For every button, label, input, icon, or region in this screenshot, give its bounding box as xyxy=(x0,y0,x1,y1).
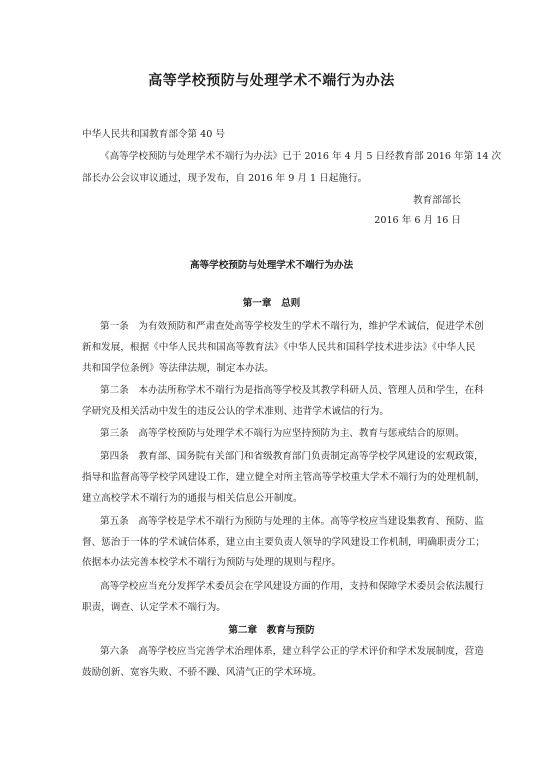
article-line: 鼓励创新、宽容失败、不骄不躁、风清气正的学术环境。 xyxy=(82,667,322,678)
article-line: 建立高校学术不端行为的通报与相关信息公开制度。 xyxy=(82,493,303,504)
chapter-heading: 第一章 总则 xyxy=(242,298,301,309)
article-line: 新和发展，根据《中华人民共和国高等教育法》《中华人民共和国科学技术进步法》《中华人民 xyxy=(82,342,476,353)
article-line: 依据本办法完善本校学术不端行为预防与处理的规则与程序。 xyxy=(82,557,342,568)
decree-body-line: 《高等学校预防与处理学术不端行为办法》已于 2016 年 4 月 5 日经教育部 2016 年第 14 次 xyxy=(100,151,502,162)
article-line: 高等学校应当充分发挥学术委员会在学风建设方面的作用，支持和保障学术委员会依法履行 xyxy=(100,581,484,592)
article-line: 第五条 高等学校是学术不端行为预防与处理的主体。高等学校应当建设集教育、预防、监 xyxy=(100,516,484,527)
document-title: 高等学校预防与处理学术不端行为办法 xyxy=(148,73,395,89)
article-line: 第六条 高等学校应当完善学术治理体系，建立科学公正的学术评价和学术发展制度，营造 xyxy=(100,646,484,657)
decree-number: 中华人民共和国教育部令第 40 号 xyxy=(82,129,226,140)
article-line: 第四条 教育部、国务院有关部门和省级教育部门负责制定高等学校学风建设的宏观政策， xyxy=(100,451,484,462)
article-line: 学研究及相关活动中发生的违反公认的学术准则、违背学术诚信的行为。 xyxy=(82,406,389,417)
article-line: 督、惩治于一体的学术诚信体系，建立由主要负责人领导的学风建设工作机制，明确职责分工； xyxy=(82,537,485,548)
article-line: 职责，调查、认定学术不端行为。 xyxy=(82,602,226,613)
decree-date: 2016 年 6 月 16 日 xyxy=(374,215,461,226)
article-line: 第二条 本办法所称学术不端行为是指高等学校及其教学科研人员、管理人员和学生，在科 xyxy=(100,385,484,396)
article-line: 共和国学位条例》等法律法规，制定本办法。 xyxy=(82,363,274,374)
article-line: 指导和监督高等学校学风建设工作，建立健全对所主管高等学校重大学术不端行为的处理机制， xyxy=(82,472,485,483)
decree-body-line: 部长办公会议审议通过，现予发布，自 2016 年 9 月 1 日起施行。 xyxy=(82,173,368,184)
chapter-heading: 第二章 教育与预防 xyxy=(228,625,315,636)
article-line: 第三条 高等学校预防与处理学术不端行为应坚持预防为主、教育与惩戒结合的原则。 xyxy=(100,428,465,439)
article-line: 第一条 为有效预防和严肃查处高等学校发生的学术不端行为，维护学术诚信，促进学术创 xyxy=(100,321,484,332)
decree-signer: 教育部部长 xyxy=(413,195,461,206)
inner-title: 高等学校预防与处理学术不端行为办法 xyxy=(189,260,354,271)
